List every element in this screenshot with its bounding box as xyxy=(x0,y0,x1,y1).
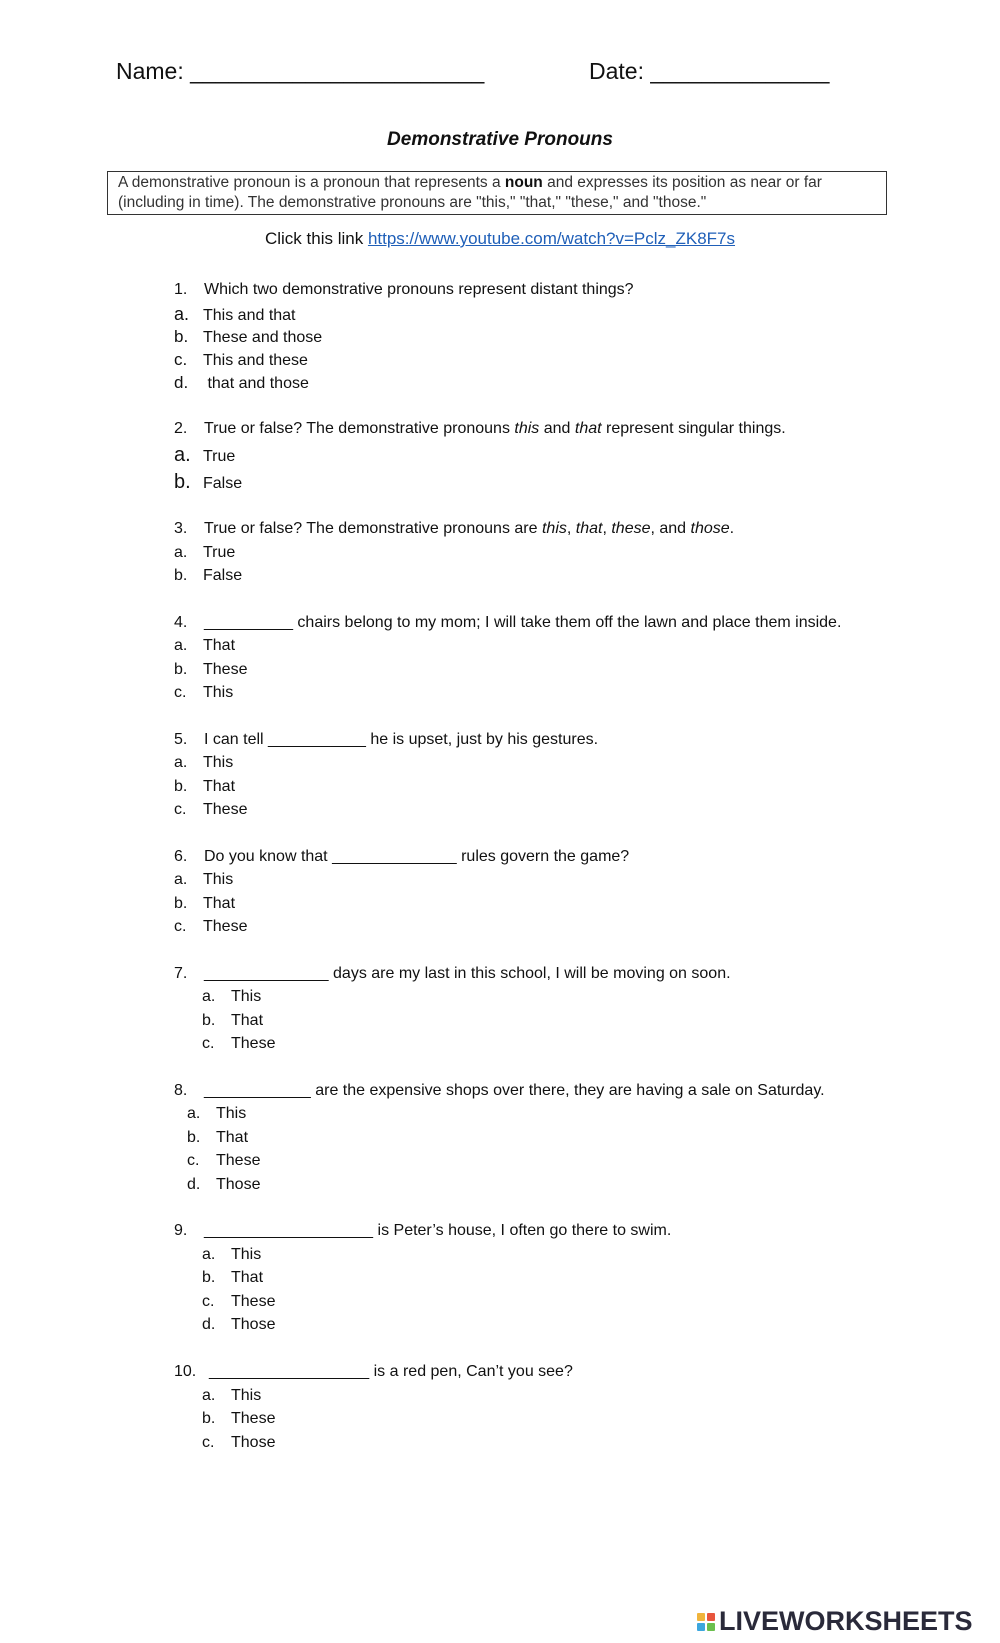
q8-option-c[interactable]: c. These xyxy=(187,1152,261,1169)
q7-option-b[interactable]: b. That xyxy=(202,1012,264,1029)
q7-option-a[interactable]: a. This xyxy=(202,988,262,1005)
liveworksheets-logo: LIVEWORKSHEETS xyxy=(697,1606,973,1637)
q10-option-b[interactable]: b. These xyxy=(202,1410,276,1427)
question-10: 10. __________________ is a red pen, Can’t you see? xyxy=(174,1363,573,1380)
date-field[interactable]: Date: ______________ xyxy=(589,58,830,84)
q8-option-d[interactable]: d. Those xyxy=(187,1176,261,1193)
q4-option-a[interactable]: a. That xyxy=(174,637,236,654)
q5-option-c[interactable]: c. These xyxy=(174,801,248,818)
q8-option-a[interactable]: a. This xyxy=(187,1105,247,1122)
q4-option-b[interactable]: b. These xyxy=(174,661,248,678)
q3-option-a[interactable]: a. True xyxy=(174,544,236,561)
question-7: 7. ______________ days are my last in this school, I will be moving on soon. xyxy=(174,965,731,982)
question-3: 3. True or false? The demonstrative pronouns are this, that, these, and those. xyxy=(174,520,735,537)
q10-option-c[interactable]: c. Those xyxy=(202,1434,276,1451)
youtube-link[interactable]: https://www.youtube.com/watch?v=Pclz_ZK8F7s xyxy=(367,229,736,248)
definition-line-1: A demonstrative pronoun is a pronoun that represents a noun and expresses its position as near or far xyxy=(118,174,822,191)
q4-option-c[interactable]: c. This xyxy=(174,684,234,701)
q6-option-c[interactable]: c. These xyxy=(174,918,248,935)
q6-option-a[interactable]: a. This xyxy=(174,871,234,888)
question-9: 9. ___________________ is Peter’s house, I often go there to swim. xyxy=(174,1222,672,1239)
q10-option-a[interactable]: a. This xyxy=(202,1387,262,1404)
question-4: 4. __________ chairs belong to my mom; I will take them off the lawn and place them inside. xyxy=(174,614,842,631)
q2-option-b[interactable]: b. False xyxy=(174,471,243,493)
page-title: Demonstrative Pronouns xyxy=(387,129,613,150)
question-2: 2. True or false? The demonstrative pronouns this and that represent singular things. xyxy=(174,420,786,437)
q1-option-d[interactable]: d. that and those xyxy=(174,373,309,392)
question-1: 1. Which two demonstrative pronouns represent distant things? xyxy=(174,281,634,298)
link-line: Click this link https://www.youtube.com/watch?v=Pclz_ZK8F7s xyxy=(264,229,736,248)
q1-option-a[interactable]: a. This and that xyxy=(174,304,296,324)
name-field[interactable]: Name: _______________________ xyxy=(116,58,485,84)
q8-option-b[interactable]: b. That xyxy=(187,1129,249,1146)
question-8: 8. ____________ are the expensive shops over there, they are having a sale on Saturday. xyxy=(174,1082,825,1099)
q3-option-b[interactable]: b. False xyxy=(174,567,243,584)
q9-option-c[interactable]: c. These xyxy=(202,1293,276,1310)
q5-option-b[interactable]: b. That xyxy=(174,778,236,795)
q9-option-a[interactable]: a. This xyxy=(202,1246,262,1263)
q6-option-b[interactable]: b. That xyxy=(174,895,236,912)
definition-line-2: (including in time). The demonstrative pronouns are "this," "that," "these," and "those." xyxy=(118,194,707,211)
q7-option-c[interactable]: c. These xyxy=(202,1035,276,1052)
q2-option-a[interactable]: a. True xyxy=(174,444,236,466)
q9-option-d[interactable]: d. Those xyxy=(202,1316,276,1333)
q5-option-a[interactable]: a. This xyxy=(174,754,234,771)
question-5: 5. I can tell ___________ he is upset, just by his gestures. xyxy=(174,731,599,748)
q1-option-b[interactable]: b. These and those xyxy=(174,327,323,346)
liveworksheets-logo-icon xyxy=(697,1613,715,1631)
question-6: 6. Do you know that ______________ rules govern the game? xyxy=(174,848,630,865)
q1-option-c[interactable]: c. This and these xyxy=(174,350,308,369)
q9-option-b[interactable]: b. That xyxy=(202,1269,264,1286)
definition-box xyxy=(107,171,887,215)
